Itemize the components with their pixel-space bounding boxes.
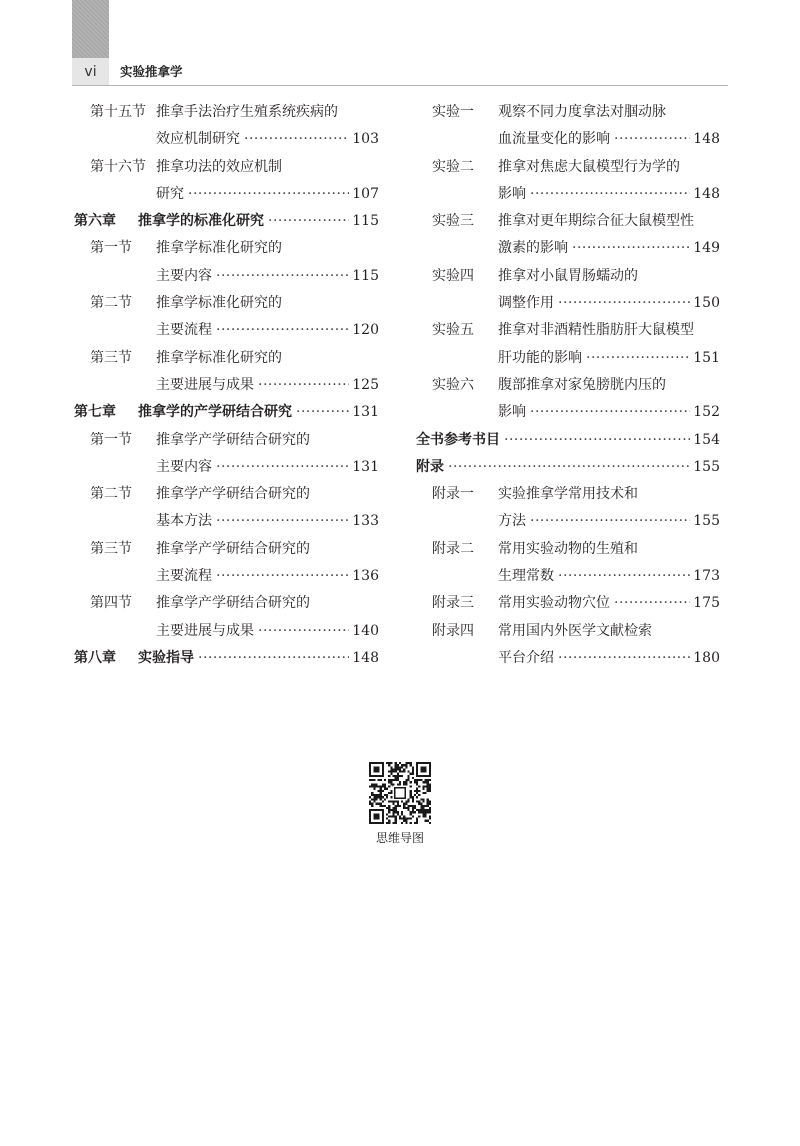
toc-section-number: 第一节: [90, 431, 132, 448]
toc-entry-row: [74, 99, 379, 126]
toc-entry-title: 推拿学的产学研结合研究: [138, 404, 292, 421]
toc-entry-row: [416, 345, 720, 372]
toc-entry-row: [74, 154, 379, 181]
toc-dot-leader: [530, 399, 690, 426]
toc-entry-row: [74, 126, 379, 153]
toc-entry-title: 主要进展与成果: [156, 622, 254, 639]
toc-page-number: 154: [692, 427, 720, 454]
toc-entry-row: [416, 317, 720, 344]
toc-section-number: 附录三: [432, 595, 474, 612]
toc-page-number: 155: [692, 454, 720, 481]
toc-entry-row: [416, 181, 720, 208]
toc-dot-leader: [216, 263, 349, 290]
toc-page-number: 120: [351, 317, 379, 344]
toc-page-number: 103: [351, 126, 379, 153]
toc-entry-row: [74, 563, 379, 590]
toc-page-number: 151: [692, 345, 720, 372]
toc-entry-row: [416, 99, 720, 126]
toc-page-number: 180: [692, 645, 720, 672]
toc-dot-leader: [614, 126, 690, 153]
toc-section-number: 实验三: [432, 213, 474, 230]
toc-page-number: 131: [351, 454, 379, 481]
toc-section-number: 第二节: [90, 295, 132, 312]
toc-page-number: 148: [692, 181, 720, 208]
toc-entry-title: 推拿学的标准化研究: [138, 213, 264, 230]
toc-entry-row: [74, 590, 379, 617]
toc-section-number: 实验五: [432, 322, 474, 339]
toc-chapter-number: 第七章: [74, 404, 116, 421]
toc-entry-title: 推拿学标准化研究的: [156, 349, 282, 366]
toc-entry-title: 腹部推拿对家兔膀胱内压的: [498, 376, 666, 393]
toc-dot-leader: [188, 181, 349, 208]
toc-entry-title: 推拿对更年期综合征大鼠模型性: [498, 213, 694, 230]
page-number: vi: [72, 58, 109, 85]
toc-entry-row: [74, 481, 379, 508]
toc-section-number: 第一节: [90, 240, 132, 257]
toc-entry-row: [416, 563, 720, 590]
toc-chapter-row: [416, 454, 720, 481]
toc-entry-row: [416, 508, 720, 535]
toc-entry-row: [416, 154, 720, 181]
toc-entry-title: 推拿学产学研结合研究的: [156, 540, 310, 557]
toc-entry-row: [416, 235, 720, 262]
toc-entry-title: 全书参考书目: [416, 431, 500, 448]
toc-dot-leader: [614, 590, 690, 617]
toc-section-number: 实验六: [432, 376, 474, 393]
toc-entry-title: 常用实验动物穴位: [498, 595, 610, 612]
toc-chapter-number: 第八章: [74, 649, 116, 666]
toc-entry-title: 推拿学产学研结合研究的: [156, 595, 310, 612]
toc-entry-title: 研究: [156, 185, 184, 202]
toc-entry-row: [416, 536, 720, 563]
toc-entry-title: 影响: [498, 404, 526, 421]
toc-entry-row: [416, 481, 720, 508]
toc-page-number: 140: [351, 618, 379, 645]
toc-entry-row: [74, 290, 379, 317]
toc-page-number: 148: [692, 126, 720, 153]
qr-code-image: [369, 762, 431, 824]
toc-dot-leader: [530, 508, 690, 535]
toc-entry-title: 推拿功法的效应机制: [156, 158, 282, 175]
toc-chapter-number: 第六章: [74, 213, 116, 230]
toc-dot-leader: [258, 372, 349, 399]
toc-entry-title: 附录: [416, 458, 444, 475]
toc-section-number: 附录一: [432, 486, 474, 503]
toc-section-number: 实验四: [432, 267, 474, 284]
toc-entry-row: [416, 126, 720, 153]
toc-chapter-row: [74, 208, 379, 235]
toc-dot-leader: [572, 235, 690, 262]
toc-dot-leader: [258, 618, 349, 645]
toc-entry-title: 效应机制研究: [156, 131, 240, 148]
toc-section-number: 第三节: [90, 540, 132, 557]
toc-entry-row: [416, 372, 720, 399]
toc-dot-leader: [558, 290, 690, 317]
toc-entry-title: 调整作用: [498, 295, 554, 312]
toc-dot-leader: [586, 345, 690, 372]
toc-entry-title: 血流量变化的影响: [498, 131, 610, 148]
toc-entry-row: [74, 317, 379, 344]
book-title: 实验推拿学: [120, 64, 183, 79]
toc-dot-leader: [558, 563, 690, 590]
qr-code-label: 思维导图: [375, 831, 424, 845]
toc-page-number: 148: [351, 645, 379, 672]
toc-dot-leader: [216, 563, 349, 590]
toc-entry-title: 生理常数: [498, 568, 554, 585]
toc-entry-title: 平台介绍: [498, 649, 554, 666]
toc-section-number: 第三节: [90, 349, 132, 366]
toc-dot-leader: [216, 508, 349, 535]
toc-page-number: 175: [692, 590, 720, 617]
toc-entry-title: 主要内容: [156, 458, 212, 475]
toc-entry-title: 推拿对小鼠胃肠蠕动的: [498, 267, 638, 284]
toc-entry-title: 推拿手法治疗生殖系统疾病的: [156, 104, 338, 120]
toc-entry-title: 影响: [498, 185, 526, 202]
toc-page-number: 173: [692, 563, 720, 590]
toc-section-number: 第十六节: [90, 158, 146, 175]
toc-section-number: 附录四: [432, 622, 474, 639]
toc-entry-row: [416, 618, 720, 645]
toc-entry-row: [74, 618, 379, 645]
running-header: [72, 58, 728, 86]
toc-entry-row: [74, 181, 379, 208]
toc-page-number: 133: [351, 508, 379, 535]
toc-section-number: 实验二: [432, 158, 474, 175]
toc-entry-title: 主要内容: [156, 267, 212, 284]
toc-entry-title: 肝功能的影响: [498, 349, 582, 366]
toc-entry-row: [416, 208, 720, 235]
toc-dot-leader: [448, 454, 690, 481]
toc-chapter-row: [74, 645, 379, 672]
toc-page-number: 115: [351, 263, 379, 290]
toc-entry-row: [74, 454, 379, 481]
toc-page-number: 115: [351, 208, 379, 235]
toc-section-number: 第二节: [90, 486, 132, 503]
toc-page-number: 150: [692, 290, 720, 317]
toc-entry-title: 实验推拿学常用技术和: [498, 486, 638, 503]
toc-page-number: 125: [351, 372, 379, 399]
toc-entry-row: [74, 427, 379, 454]
toc-entry-title: 推拿学标准化研究的: [156, 240, 282, 257]
toc-entry-title: 推拿对焦虑大鼠模型行为学的: [498, 158, 680, 175]
toc-entry-title: 主要进展与成果: [156, 376, 254, 393]
toc-dot-leader: [216, 454, 349, 481]
toc-chapter-row: [416, 427, 720, 454]
qr-code-block: [369, 762, 431, 845]
toc-entry-row: [74, 536, 379, 563]
toc-dot-leader: [244, 126, 349, 153]
toc-entry-title: 主要流程: [156, 322, 212, 339]
toc-entry-title: 观察不同力度拿法对腘动脉: [498, 104, 666, 120]
toc-dot-leader: [198, 645, 349, 672]
toc-page-number: 155: [692, 508, 720, 535]
toc-entry-row: [416, 590, 720, 617]
toc-chapter-row: [74, 399, 379, 426]
toc-entry-row: [74, 372, 379, 399]
toc-dot-leader: [268, 208, 349, 235]
toc-dot-leader: [504, 427, 690, 454]
toc-left-column: [74, 99, 379, 672]
toc-entry-title: 推拿学标准化研究的: [156, 295, 282, 312]
toc-entry-title: 常用国内外医学文献检索: [498, 622, 652, 639]
toc-page-number: 107: [351, 181, 379, 208]
toc-dot-leader: [216, 317, 349, 344]
toc-section-number: 实验一: [432, 104, 474, 120]
toc-right-column: [416, 99, 720, 672]
toc-entry-title: 常用实验动物的生殖和: [498, 540, 638, 557]
toc-entry-title: 实验指导: [138, 649, 194, 666]
toc-section-number: 第十五节: [90, 104, 146, 120]
toc-entry-row: [416, 263, 720, 290]
toc-entry-row: [416, 290, 720, 317]
toc-entry-title: 推拿对非酒精性脂肪肝大鼠模型: [498, 322, 694, 339]
toc-section-number: 附录二: [432, 540, 474, 557]
toc-dot-leader: [296, 399, 349, 426]
toc-entry-title: 推拿学产学研结合研究的: [156, 431, 310, 448]
toc-entry-title: 方法: [498, 513, 526, 530]
toc-entry-row: [74, 235, 379, 262]
toc-entry-row: [416, 399, 720, 426]
toc-entry-row: [416, 645, 720, 672]
toc-dot-leader: [530, 181, 690, 208]
toc-section-number: 第四节: [90, 595, 132, 612]
toc-dot-leader: [558, 645, 690, 672]
toc-entry-title: 激素的影响: [498, 240, 568, 257]
toc-page-number: 152: [692, 399, 720, 426]
toc-entry-row: [74, 508, 379, 535]
page-corner-tab: [72, 0, 109, 58]
toc-entry-title: 主要流程: [156, 568, 212, 585]
toc-entry-row: [74, 345, 379, 372]
toc-entry-title: 基本方法: [156, 513, 212, 530]
toc-entry-title: 推拿学产学研结合研究的: [156, 486, 310, 503]
toc-page-number: 136: [351, 563, 379, 590]
toc-page-number: 149: [692, 235, 720, 262]
toc-page-number: 131: [351, 399, 379, 426]
toc-entry-row: [74, 263, 379, 290]
